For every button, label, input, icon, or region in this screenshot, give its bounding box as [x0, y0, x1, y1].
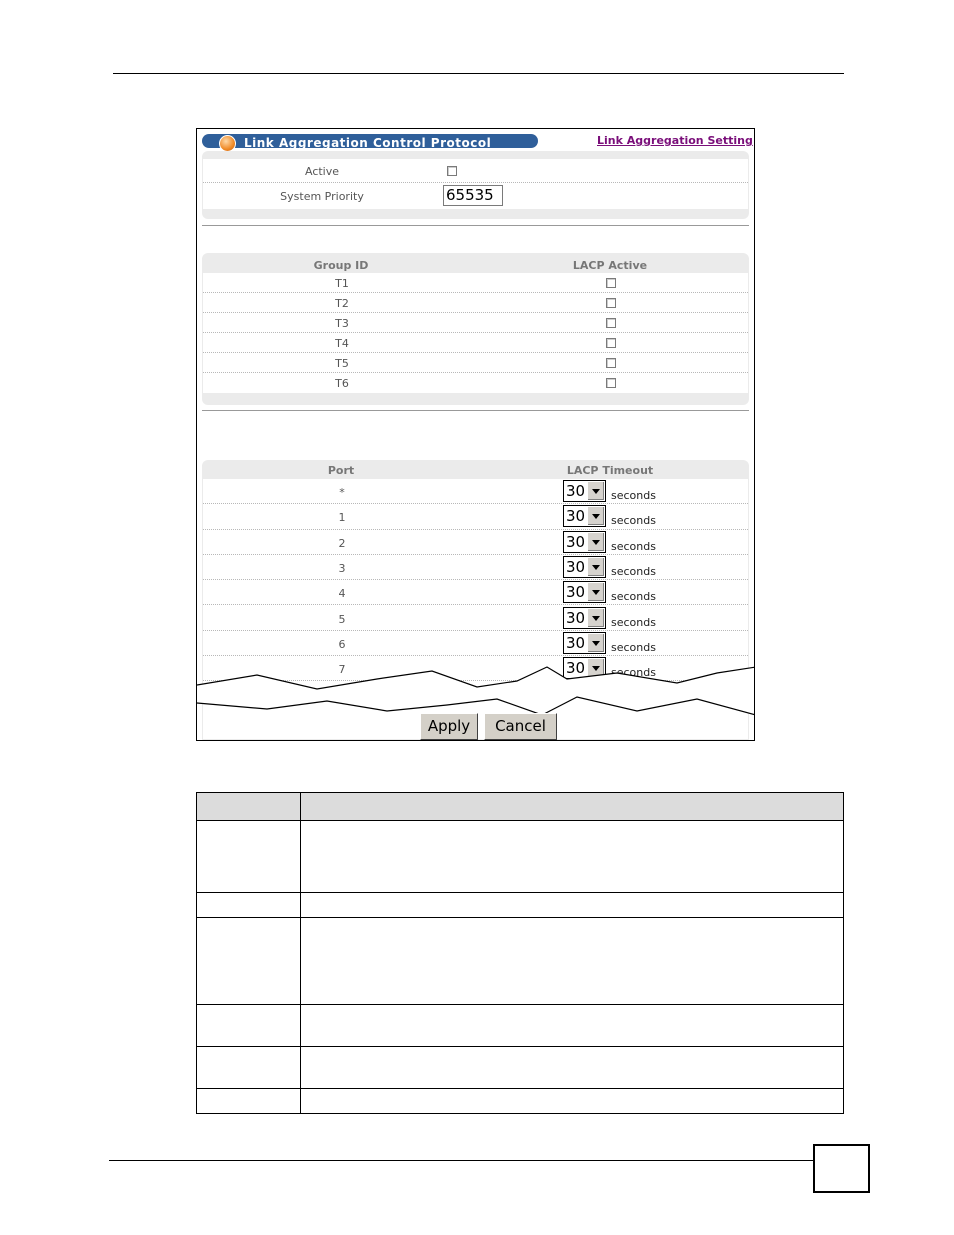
table-row: [197, 1089, 844, 1114]
seconds-label: seconds: [611, 514, 656, 528]
port-label: *: [339, 486, 345, 499]
port-label: 4: [338, 587, 346, 601]
lacp-timeout-select[interactable]: [563, 556, 606, 578]
table-row: [197, 893, 844, 918]
title-bar: [202, 134, 538, 148]
seconds-label: seconds: [611, 615, 656, 629]
group-rows: [203, 273, 748, 393]
group-id-label: T3: [335, 317, 349, 330]
group-id-label: T1: [335, 277, 349, 290]
table-cell: [197, 793, 301, 821]
lacp-timeout-select[interactable]: [563, 632, 606, 654]
group-id-label: T4: [335, 337, 349, 350]
timeout-value: 30: [566, 532, 586, 551]
group-id-label: T5: [335, 357, 349, 370]
table-cell: [301, 1047, 844, 1089]
table-cell: [301, 1089, 844, 1114]
lacp-active-checkbox[interactable]: [606, 318, 616, 328]
lacp-timeout-select[interactable]: [563, 607, 606, 629]
chevron-down-icon[interactable]: [587, 482, 604, 500]
table-row: [197, 918, 844, 1005]
table-cell: [301, 893, 844, 918]
table-row: [203, 273, 748, 293]
seconds-label: seconds: [611, 564, 656, 578]
port-label: 6: [338, 637, 346, 651]
lacp-timeout-select[interactable]: [563, 581, 606, 603]
port-label: 1: [338, 511, 346, 525]
timeout-value: 30: [566, 507, 586, 526]
active-label: Active: [304, 165, 340, 178]
group-id-label: T2: [335, 297, 349, 310]
active-row: [203, 159, 748, 183]
seconds-label: seconds: [611, 489, 656, 502]
table-cell: [197, 1047, 301, 1089]
lacp-global-panel: [202, 151, 749, 219]
divider: [202, 225, 749, 226]
timeout-value: 30: [566, 583, 586, 602]
table-row: [203, 353, 748, 373]
timeout-value: 30: [566, 659, 586, 678]
seconds-label: seconds: [611, 539, 656, 553]
active-checkbox[interactable]: [447, 166, 457, 176]
port-label: 2: [338, 536, 346, 550]
system-priority-label: System Priority: [280, 190, 364, 203]
table-row: [197, 1047, 844, 1089]
timeout-value: 30: [566, 633, 586, 652]
page-break-graphic: [197, 659, 755, 719]
chevron-down-icon[interactable]: [587, 634, 604, 652]
port-label: 7: [338, 663, 346, 677]
link-aggregation-setting-link[interactable]: Link Aggregation Setting: [597, 134, 753, 147]
footer-rule: [109, 1160, 814, 1161]
lacp-timeout-select[interactable]: [563, 480, 606, 502]
divider: [202, 410, 749, 411]
title-orb-icon: [219, 135, 236, 152]
table-cell: [197, 918, 301, 1005]
lacp-active-checkbox[interactable]: [606, 378, 616, 388]
timeout-value: 30: [566, 557, 586, 576]
port-header: Port: [327, 464, 355, 477]
table-row: [197, 821, 844, 893]
table-cell: [197, 1089, 301, 1114]
table-row: [203, 504, 748, 529]
field-description-table: [196, 792, 844, 1114]
port-label: 3: [338, 561, 346, 575]
table-row: [197, 1005, 844, 1047]
chevron-down-icon[interactable]: [587, 583, 604, 601]
table-cell: [301, 793, 844, 821]
table-cell: [301, 1005, 844, 1047]
table-row: [203, 479, 748, 504]
page-number-box: [813, 1144, 870, 1193]
table-row: [203, 313, 748, 333]
lacp-timeout-select[interactable]: [563, 505, 606, 527]
chevron-down-icon[interactable]: [587, 609, 604, 627]
lacp-active-header: LACP Active: [572, 259, 648, 272]
table-header-row: [197, 793, 844, 821]
table-cell: [301, 918, 844, 1005]
page-title: Link Aggregation Control Protocol: [244, 136, 492, 150]
cancel-button[interactable]: Cancel: [484, 713, 557, 740]
system-priority-input[interactable]: 65535: [443, 185, 503, 206]
table-row: [203, 373, 748, 393]
group-panel: [202, 253, 749, 405]
timeout-value: 30: [566, 608, 586, 627]
lacp-screenshot: [196, 128, 755, 741]
table-row: [203, 293, 748, 313]
table-cell: [197, 821, 301, 893]
table-cell: [301, 821, 844, 893]
system-priority-row: [203, 183, 748, 209]
table-row: [203, 580, 748, 605]
lacp-timeout-header: LACP Timeout: [566, 464, 654, 477]
timeout-value: 30: [566, 482, 586, 500]
table-row: [203, 555, 748, 580]
chevron-down-icon[interactable]: [587, 558, 604, 576]
lacp-active-checkbox[interactable]: [606, 278, 616, 288]
chevron-down-icon[interactable]: [587, 533, 604, 551]
seconds-label: seconds: [611, 640, 656, 654]
lacp-active-checkbox[interactable]: [606, 298, 616, 308]
table-row: [203, 530, 748, 555]
lacp-active-checkbox[interactable]: [606, 338, 616, 348]
chevron-down-icon[interactable]: [587, 507, 604, 525]
apply-button[interactable]: Apply: [420, 713, 478, 740]
group-id-header: Group ID: [313, 259, 369, 272]
group-id-label: T6: [335, 377, 349, 390]
header-rule: [113, 73, 844, 74]
seconds-label: seconds: [611, 590, 656, 604]
port-label: 5: [338, 612, 346, 626]
lacp-active-checkbox[interactable]: [606, 358, 616, 368]
table-row: [203, 333, 748, 353]
table-row: [203, 606, 748, 631]
lacp-timeout-select[interactable]: [563, 531, 606, 553]
table-cell: [197, 1005, 301, 1047]
table-cell: [197, 893, 301, 918]
table-row: [203, 631, 748, 656]
seconds-label: seconds: [611, 666, 656, 680]
